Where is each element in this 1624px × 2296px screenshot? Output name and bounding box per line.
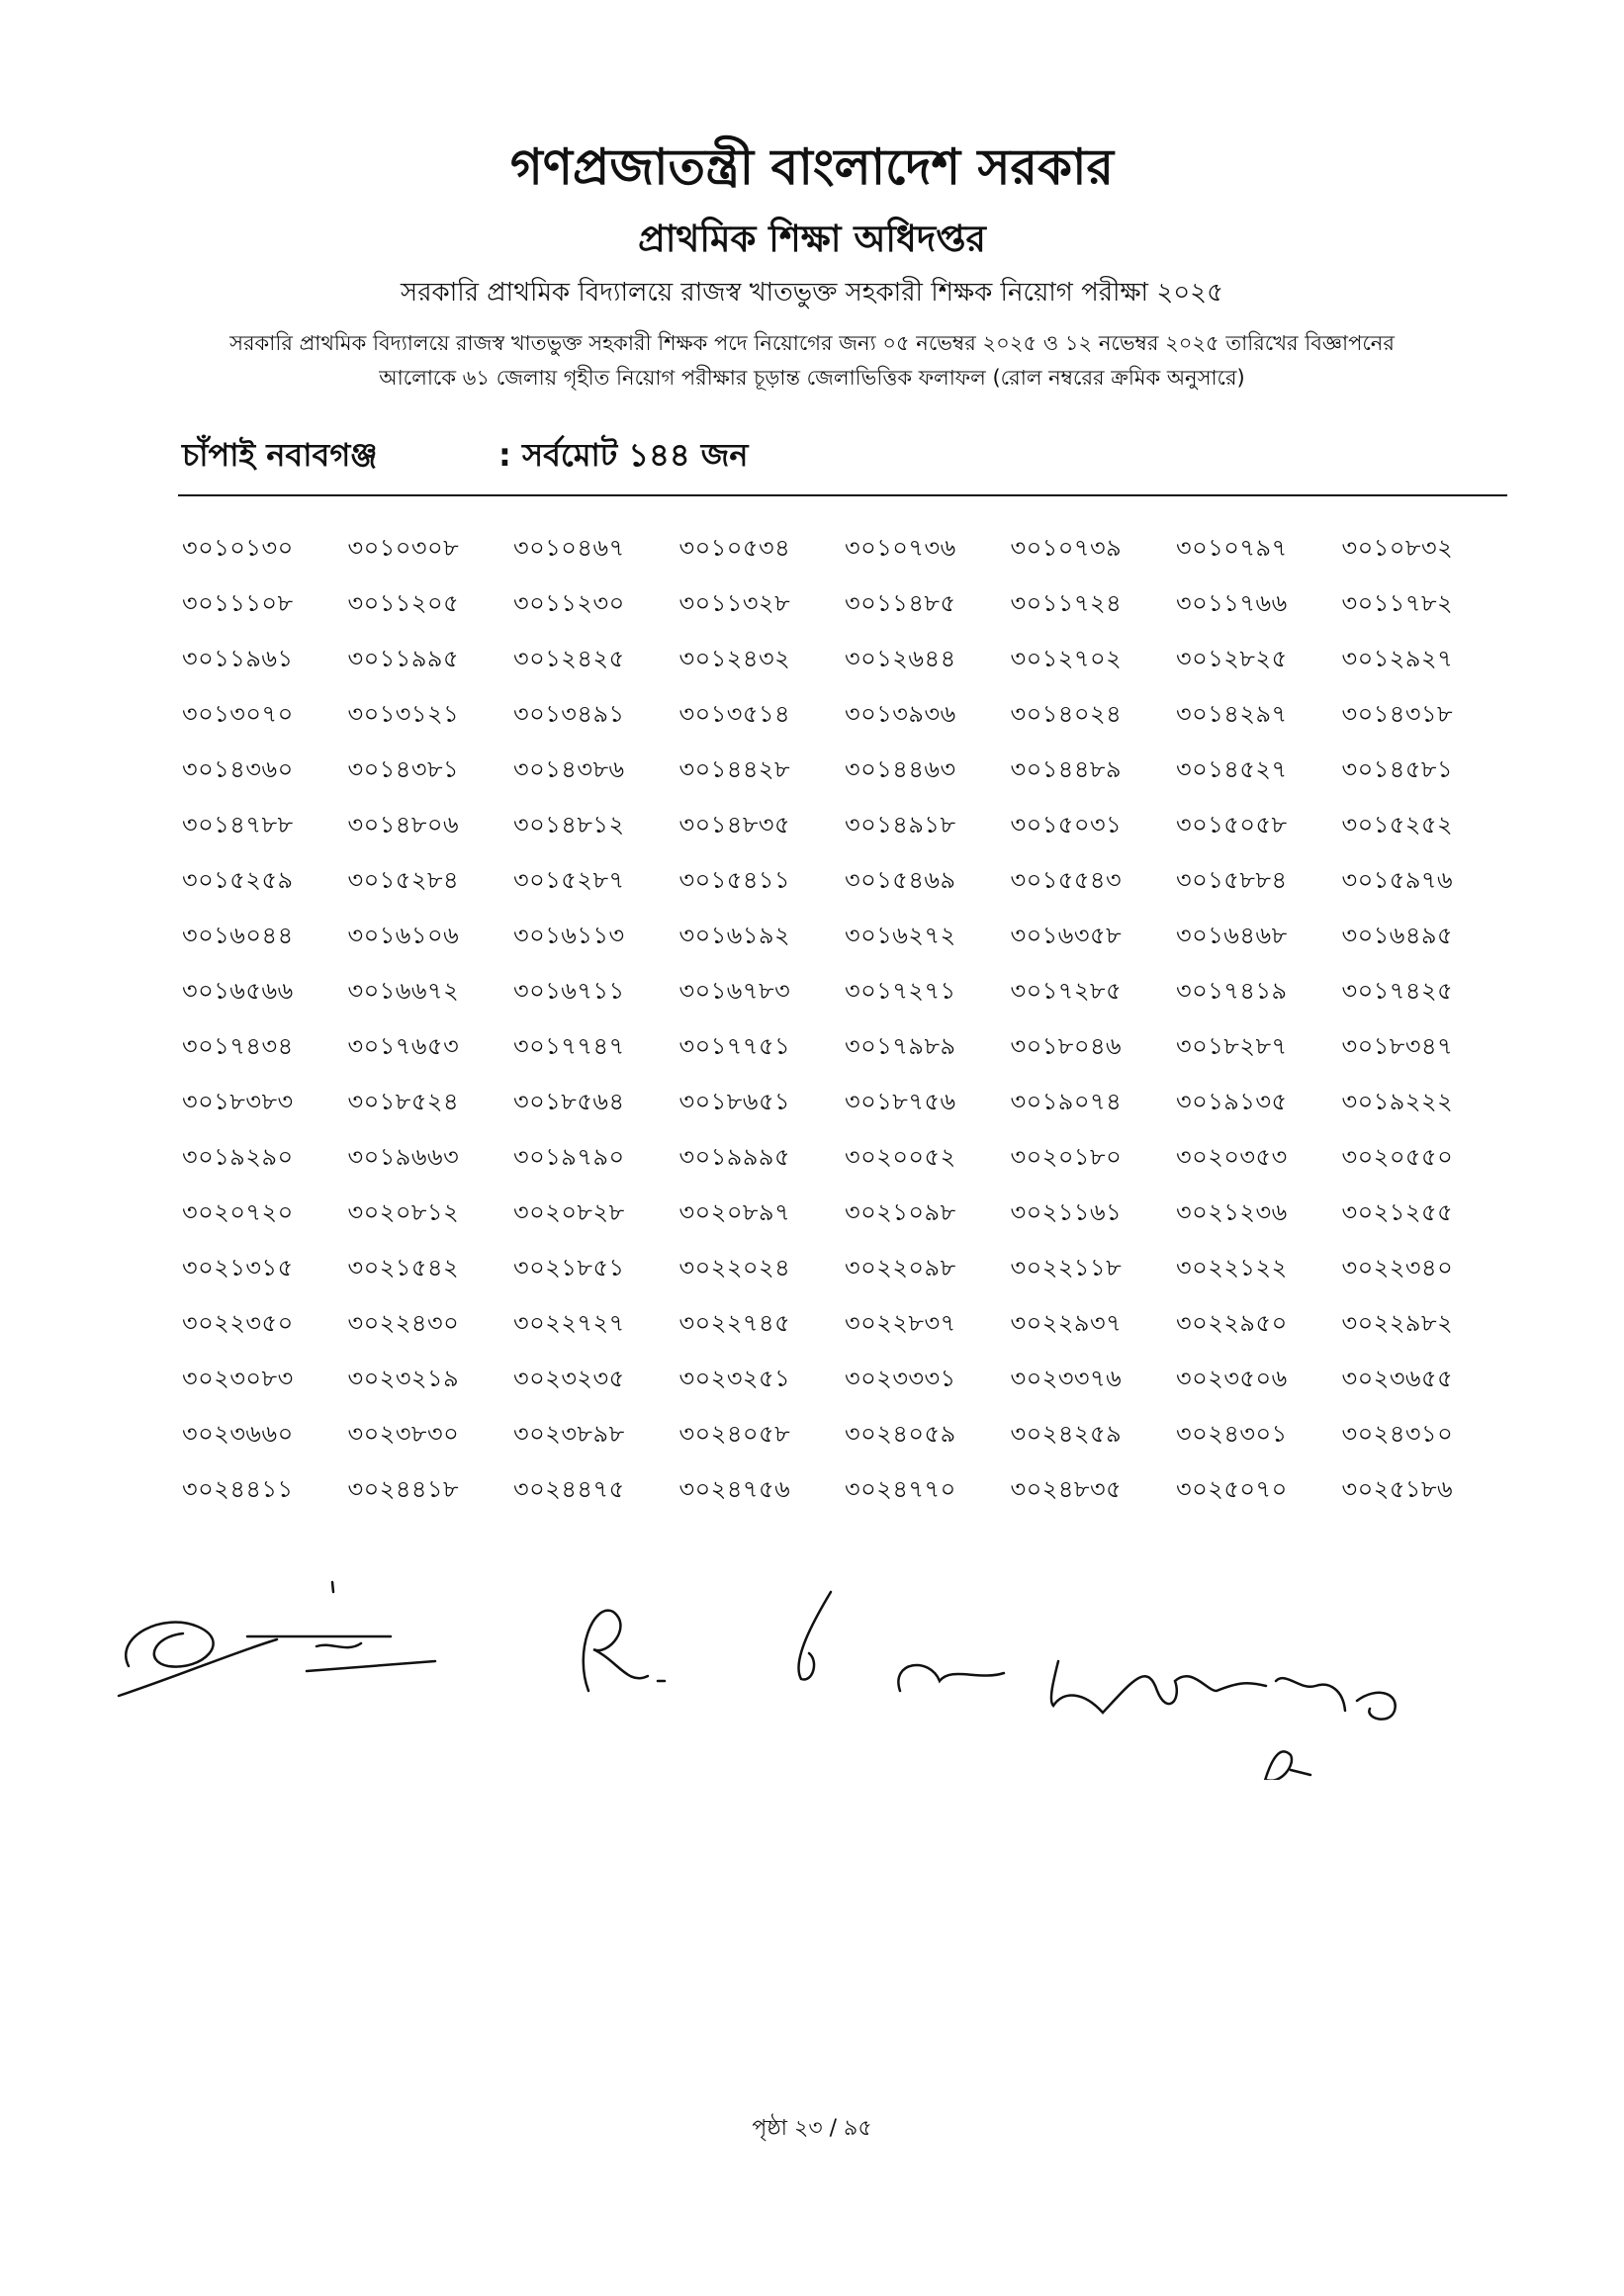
roll-number: ৩০১৯৬৬৩ <box>347 1143 460 1171</box>
roll-number: ৩০১৮০৪৬ <box>1010 1032 1123 1060</box>
roll-number: ৩০২২০২৪ <box>678 1254 791 1281</box>
roll-number: ৩০১৮৭৫৬ <box>845 1088 956 1115</box>
roll-number: ৩০২৩৮৯৮ <box>513 1420 625 1448</box>
roll-number: ৩০১৩১২১ <box>347 700 460 728</box>
roll-number: ৩০১৫০৩১ <box>1010 811 1123 839</box>
description-line-2: আলোকে ৬১ জেলায় গৃহীত নিয়োগ পরীক্ষার চূড়ান্ত জেলাভিত্তিক ফলাফল (রোল নম্বরের ক্রমিক অনুসারে) <box>379 366 1245 390</box>
roll-number: ৩০২১৮৫১ <box>513 1254 625 1281</box>
roll-number: ৩০১৬১৯২ <box>678 922 791 949</box>
roll-number: ৩০১৬১১৩ <box>513 922 625 949</box>
roll-number: ৩০২২৮৩৭ <box>845 1309 956 1337</box>
roll-number: ৩০২৩৫০৬ <box>1176 1365 1288 1392</box>
roll-number: ৩০২৪৩১০ <box>1341 1420 1454 1448</box>
roll-number: ৩০১৬২৭২ <box>845 922 956 949</box>
roll-number: ৩০১৯৭৯০ <box>513 1143 625 1171</box>
roll-number: ৩০১৩০৭০ <box>182 700 294 728</box>
roll-number: ৩০১৮২৮৭ <box>1176 1032 1288 1060</box>
roll-number: ৩০১৪০২৪ <box>1010 700 1123 728</box>
signature-2 <box>247 1582 435 1671</box>
roll-number: ৩০১১৭২৪ <box>1010 589 1123 617</box>
roll-number: ৩০২২৭৪৫ <box>678 1309 791 1337</box>
signature-7 <box>1261 1751 1310 1780</box>
roll-number: ৩০২০৮১২ <box>347 1198 460 1226</box>
roll-number: ৩০২০৩৫৩ <box>1176 1143 1288 1171</box>
roll-number: ৩০২২১২২ <box>1176 1254 1288 1281</box>
roll-number: ৩০২৩৩৩১ <box>845 1365 956 1392</box>
roll-number: ৩০২৪০৫৮ <box>678 1420 791 1448</box>
roll-number: ৩০১০৩০৮ <box>347 534 460 562</box>
roll-number: ৩০১৫৫৪৩ <box>1010 866 1123 894</box>
signatures <box>109 1543 1513 1780</box>
roll-number: ৩০২১২৩৬ <box>1176 1198 1288 1226</box>
roll-number: ৩০১৫৪৬৯ <box>845 866 956 894</box>
roll-number: ৩০২৩৬৫৫ <box>1341 1365 1454 1392</box>
roll-number: ৩০১৫৪১১ <box>678 866 791 894</box>
signature-4 <box>798 1592 831 1679</box>
roll-number: ৩০১৪৭৮৮ <box>182 811 294 839</box>
roll-number: ৩০১৬৩৫৮ <box>1010 922 1123 949</box>
roll-number: ৩০১৭৪২৫ <box>1341 977 1454 1005</box>
roll-number: ৩০১০৫৩৪ <box>678 534 791 562</box>
roll-number: ৩০১১১০৮ <box>182 589 294 617</box>
roll-number: ৩০১৪৮৩৫ <box>678 811 791 839</box>
roll-number: ৩০২২৩৪০ <box>1341 1254 1454 1281</box>
roll-number: ৩০১৬৭১১ <box>513 977 625 1005</box>
roll-number: ৩০১৭২৭১ <box>845 977 956 1005</box>
roll-number: ৩০১৭৭৪৭ <box>513 1032 625 1060</box>
roll-number: ৩০২০১৮০ <box>1010 1143 1123 1171</box>
roll-number: ৩০১১২৩০ <box>513 589 625 617</box>
roll-number: ৩০২০৮২৮ <box>513 1198 625 1226</box>
roll-number: ৩০১২৮২৫ <box>1176 645 1288 672</box>
roll-number: ৩০১১৯৯৫ <box>347 645 460 672</box>
roll-number: ৩০২৩২৩৫ <box>513 1365 625 1392</box>
roll-number: ৩০১৩৯৩৬ <box>845 700 956 728</box>
roll-number: ৩০১৭৯৮৯ <box>845 1032 956 1060</box>
roll-number: ৩০১১৪৮৫ <box>845 589 956 617</box>
roll-number: ৩০২৪০৫৯ <box>845 1420 956 1448</box>
roll-number: ৩০১১৯৬১ <box>182 645 294 672</box>
roll-number: ৩০১৬৫৬৬ <box>182 977 294 1005</box>
roll-number: ৩০১০৪৬৭ <box>513 534 625 562</box>
description <box>148 326 1476 396</box>
roll-number: ৩০২১০৯৮ <box>845 1198 956 1226</box>
roll-number: ৩০১৬৪৯৫ <box>1341 922 1454 949</box>
roll-number: ৩০১৩৪৯১ <box>513 700 625 728</box>
roll-number: ৩০১১৭৮২ <box>1341 589 1454 617</box>
roll-number: ৩০২৩০৮৩ <box>182 1365 294 1392</box>
roll-number: ৩০১৭৭৫১ <box>678 1032 791 1060</box>
roll-number-grid <box>182 530 1507 1527</box>
signature-1 <box>119 1623 277 1696</box>
roll-number: ৩০১৮৫৬৪ <box>513 1088 625 1115</box>
roll-number: ৩০১৬০৪৪ <box>182 922 294 949</box>
roll-number: ৩০২৪৭৫৬ <box>678 1475 791 1503</box>
roll-number: ৩০১০৮৩২ <box>1341 534 1454 562</box>
roll-number: ৩০২১২৫৫ <box>1341 1198 1454 1226</box>
roll-number: ৩০২৫১৮৬ <box>1341 1475 1454 1503</box>
roll-number: ৩০১৪৩৮৬ <box>513 755 625 783</box>
roll-number: ৩০১০৭৩৯ <box>1010 534 1123 562</box>
roll-number: ৩০১৯২৯০ <box>182 1143 294 1171</box>
roll-number: ৩০১৮৩৪৭ <box>1341 1032 1454 1060</box>
roll-number: ৩০১৮৫২৪ <box>347 1088 460 1115</box>
roll-number: ৩০১০৭৩৬ <box>845 534 956 562</box>
roll-number: ৩০১৪৫২৭ <box>1176 755 1288 783</box>
roll-number: ৩০১২৪২৫ <box>513 645 625 672</box>
roll-number: ৩০১১৭৬৬ <box>1176 589 1288 617</box>
page-title: গণপ্রজাতন্ত্রী বাংলাদেশ সরকার <box>510 138 1114 196</box>
roll-number: ৩০২৪৮৩৫ <box>1010 1475 1123 1503</box>
roll-number: ৩০১৪৮০৬ <box>347 811 460 839</box>
roll-number: ৩০২৩২১৯ <box>347 1365 460 1392</box>
roll-number: ৩০২৪৪১১ <box>182 1475 294 1503</box>
roll-number: ৩০১৪৩৮১ <box>347 755 460 783</box>
roll-number: ৩০১৭৪১৯ <box>1176 977 1288 1005</box>
page-subtitle: প্রাথমিক শিক্ষা অধিদপ্তর <box>638 218 986 260</box>
roll-number: ৩০১৪৪২৮ <box>678 755 791 783</box>
roll-number: ৩০১৭২৮৫ <box>1010 977 1123 1005</box>
roll-number: ৩০১৮৩৮৩ <box>182 1088 294 1115</box>
roll-number: ৩০১৫২৮৭ <box>513 866 625 894</box>
roll-number: ৩০১১৩২৮ <box>678 589 791 617</box>
roll-number: ৩০১৫৮৮৪ <box>1176 866 1288 894</box>
signature-5 <box>898 1665 1004 1691</box>
roll-number: ৩০১১২০৫ <box>347 589 460 617</box>
roll-number: ৩০২১৫৪২ <box>347 1254 460 1281</box>
roll-number: ৩০১৪৪৬৩ <box>845 755 956 783</box>
roll-number: ৩০২১৩১৫ <box>182 1254 294 1281</box>
roll-number: ৩০২৩৬৬০ <box>182 1420 294 1448</box>
roll-number: ৩০১৯০৭৪ <box>1010 1088 1123 1115</box>
roll-number: ৩০১৪৮১২ <box>513 811 625 839</box>
roll-number: ৩০১০১৩০ <box>182 534 294 562</box>
roll-number: ৩০১৪৫৮১ <box>1341 755 1454 783</box>
district-name: চাঁপাই নবাবগঞ্জ <box>182 436 378 474</box>
roll-number: ৩০১৫০৫৮ <box>1176 811 1288 839</box>
roll-number: ৩০১৪৪৮৯ <box>1010 755 1123 783</box>
signature-3 <box>584 1611 665 1691</box>
roll-number: ৩০১৬১০৬ <box>347 922 460 949</box>
page-number: পৃষ্ঠা ২৩ / ৯৫ <box>752 2116 872 2141</box>
signature-6 <box>1051 1661 1396 1720</box>
roll-number: ৩০১৪৯১৮ <box>845 811 956 839</box>
roll-number: ৩০২২৯৮২ <box>1341 1309 1454 1337</box>
roll-number: ৩০১৩৫১৪ <box>678 700 791 728</box>
roll-number: ৩০২০৮৯৭ <box>678 1198 791 1226</box>
roll-number: ৩০১২৪৩২ <box>678 645 791 672</box>
roll-number: ৩০১৫২৫৯ <box>182 866 294 894</box>
roll-number: ৩০২০৭২০ <box>182 1198 294 1226</box>
roll-number: ৩০১৯২২২ <box>1341 1088 1454 1115</box>
roll-number: ৩০২২১১৮ <box>1010 1254 1123 1281</box>
roll-number: ৩০২৩৩৭৬ <box>1010 1365 1123 1392</box>
roll-number: ৩০১৬৬৭২ <box>347 977 460 1005</box>
roll-number: ৩০২১১৬১ <box>1010 1198 1123 1226</box>
roll-number: ৩০১৬৪৬৮ <box>1176 922 1288 949</box>
roll-number: ৩০২২৯৩৭ <box>1010 1309 1123 1337</box>
roll-number: ৩০২৪৭৭০ <box>845 1475 956 1503</box>
roll-number: ৩০১৫২৫২ <box>1341 811 1454 839</box>
roll-number: ৩০২৪২৫৯ <box>1010 1420 1123 1448</box>
roll-number: ৩০২২৩৫০ <box>182 1309 294 1337</box>
roll-number: ৩০১৮৬৫১ <box>678 1088 791 1115</box>
roll-number: ৩০১২৯২৭ <box>1341 645 1454 672</box>
description-line-1: সরকারি প্রাথমিক বিদ্যালয়ে রাজস্ব খাতভুক্ত সহকারী শিক্ষক পদে নিয়োগের জন্য ০৫ নভেম্বর ২০২৫ ও ১২ নভেম্বর ২০২৫ তারিখের বিজ্ঞাপনের <box>229 331 1395 355</box>
roll-number: ৩০১৯৯৯৫ <box>678 1143 791 1171</box>
roll-number: ৩০২২০৯৮ <box>845 1254 956 1281</box>
roll-number: ৩০২৪৪৭৫ <box>513 1475 625 1503</box>
roll-number: ৩০১৭৬৫৩ <box>347 1032 460 1060</box>
roll-number: ৩০১৯১৩৫ <box>1176 1088 1288 1115</box>
roll-number: ৩০২৪৩০১ <box>1176 1420 1288 1448</box>
roll-number: ৩০১৪২৯৭ <box>1176 700 1288 728</box>
roll-number: ৩০১৫৯৭৬ <box>1341 866 1454 894</box>
exam-name: সরকারি প্রাথমিক বিদ্যালয়ে রাজস্ব খাতভুক্ত সহকারী শিক্ষক নিয়োগ পরীক্ষা ২০২৫ <box>401 278 1223 308</box>
divider <box>178 494 1507 496</box>
roll-number: ৩০২৪৪১৮ <box>347 1475 460 1503</box>
roll-number: ৩০২৫০৭০ <box>1176 1475 1288 1503</box>
district-total: : সর্বমোট ১৪৪ জন <box>498 436 749 474</box>
roll-number: ৩০১২৭০২ <box>1010 645 1123 672</box>
roll-number: ৩০১৫২৮৪ <box>347 866 460 894</box>
roll-number: ৩০২২৭২৭ <box>513 1309 625 1337</box>
roll-number: ৩০২০৫৫০ <box>1341 1143 1454 1171</box>
roll-number: ৩০১৪৩১৮ <box>1341 700 1454 728</box>
roll-number: ৩০২৩২৫১ <box>678 1365 791 1392</box>
roll-number: ৩০১০৭৯৭ <box>1176 534 1288 562</box>
roll-number: ৩০১২৬৪৪ <box>845 645 956 672</box>
roll-number: ৩০১৪৩৬০ <box>182 755 294 783</box>
roll-number: ৩০১৬৭৮৩ <box>678 977 791 1005</box>
roll-number: ৩০২০০৫২ <box>845 1143 956 1171</box>
roll-number: ৩০২৩৮৩০ <box>347 1420 460 1448</box>
roll-number: ৩০২২৯৫০ <box>1176 1309 1288 1337</box>
roll-number: ৩০২২৪৩০ <box>347 1309 460 1337</box>
roll-number: ৩০১৭৪৩৪ <box>182 1032 294 1060</box>
